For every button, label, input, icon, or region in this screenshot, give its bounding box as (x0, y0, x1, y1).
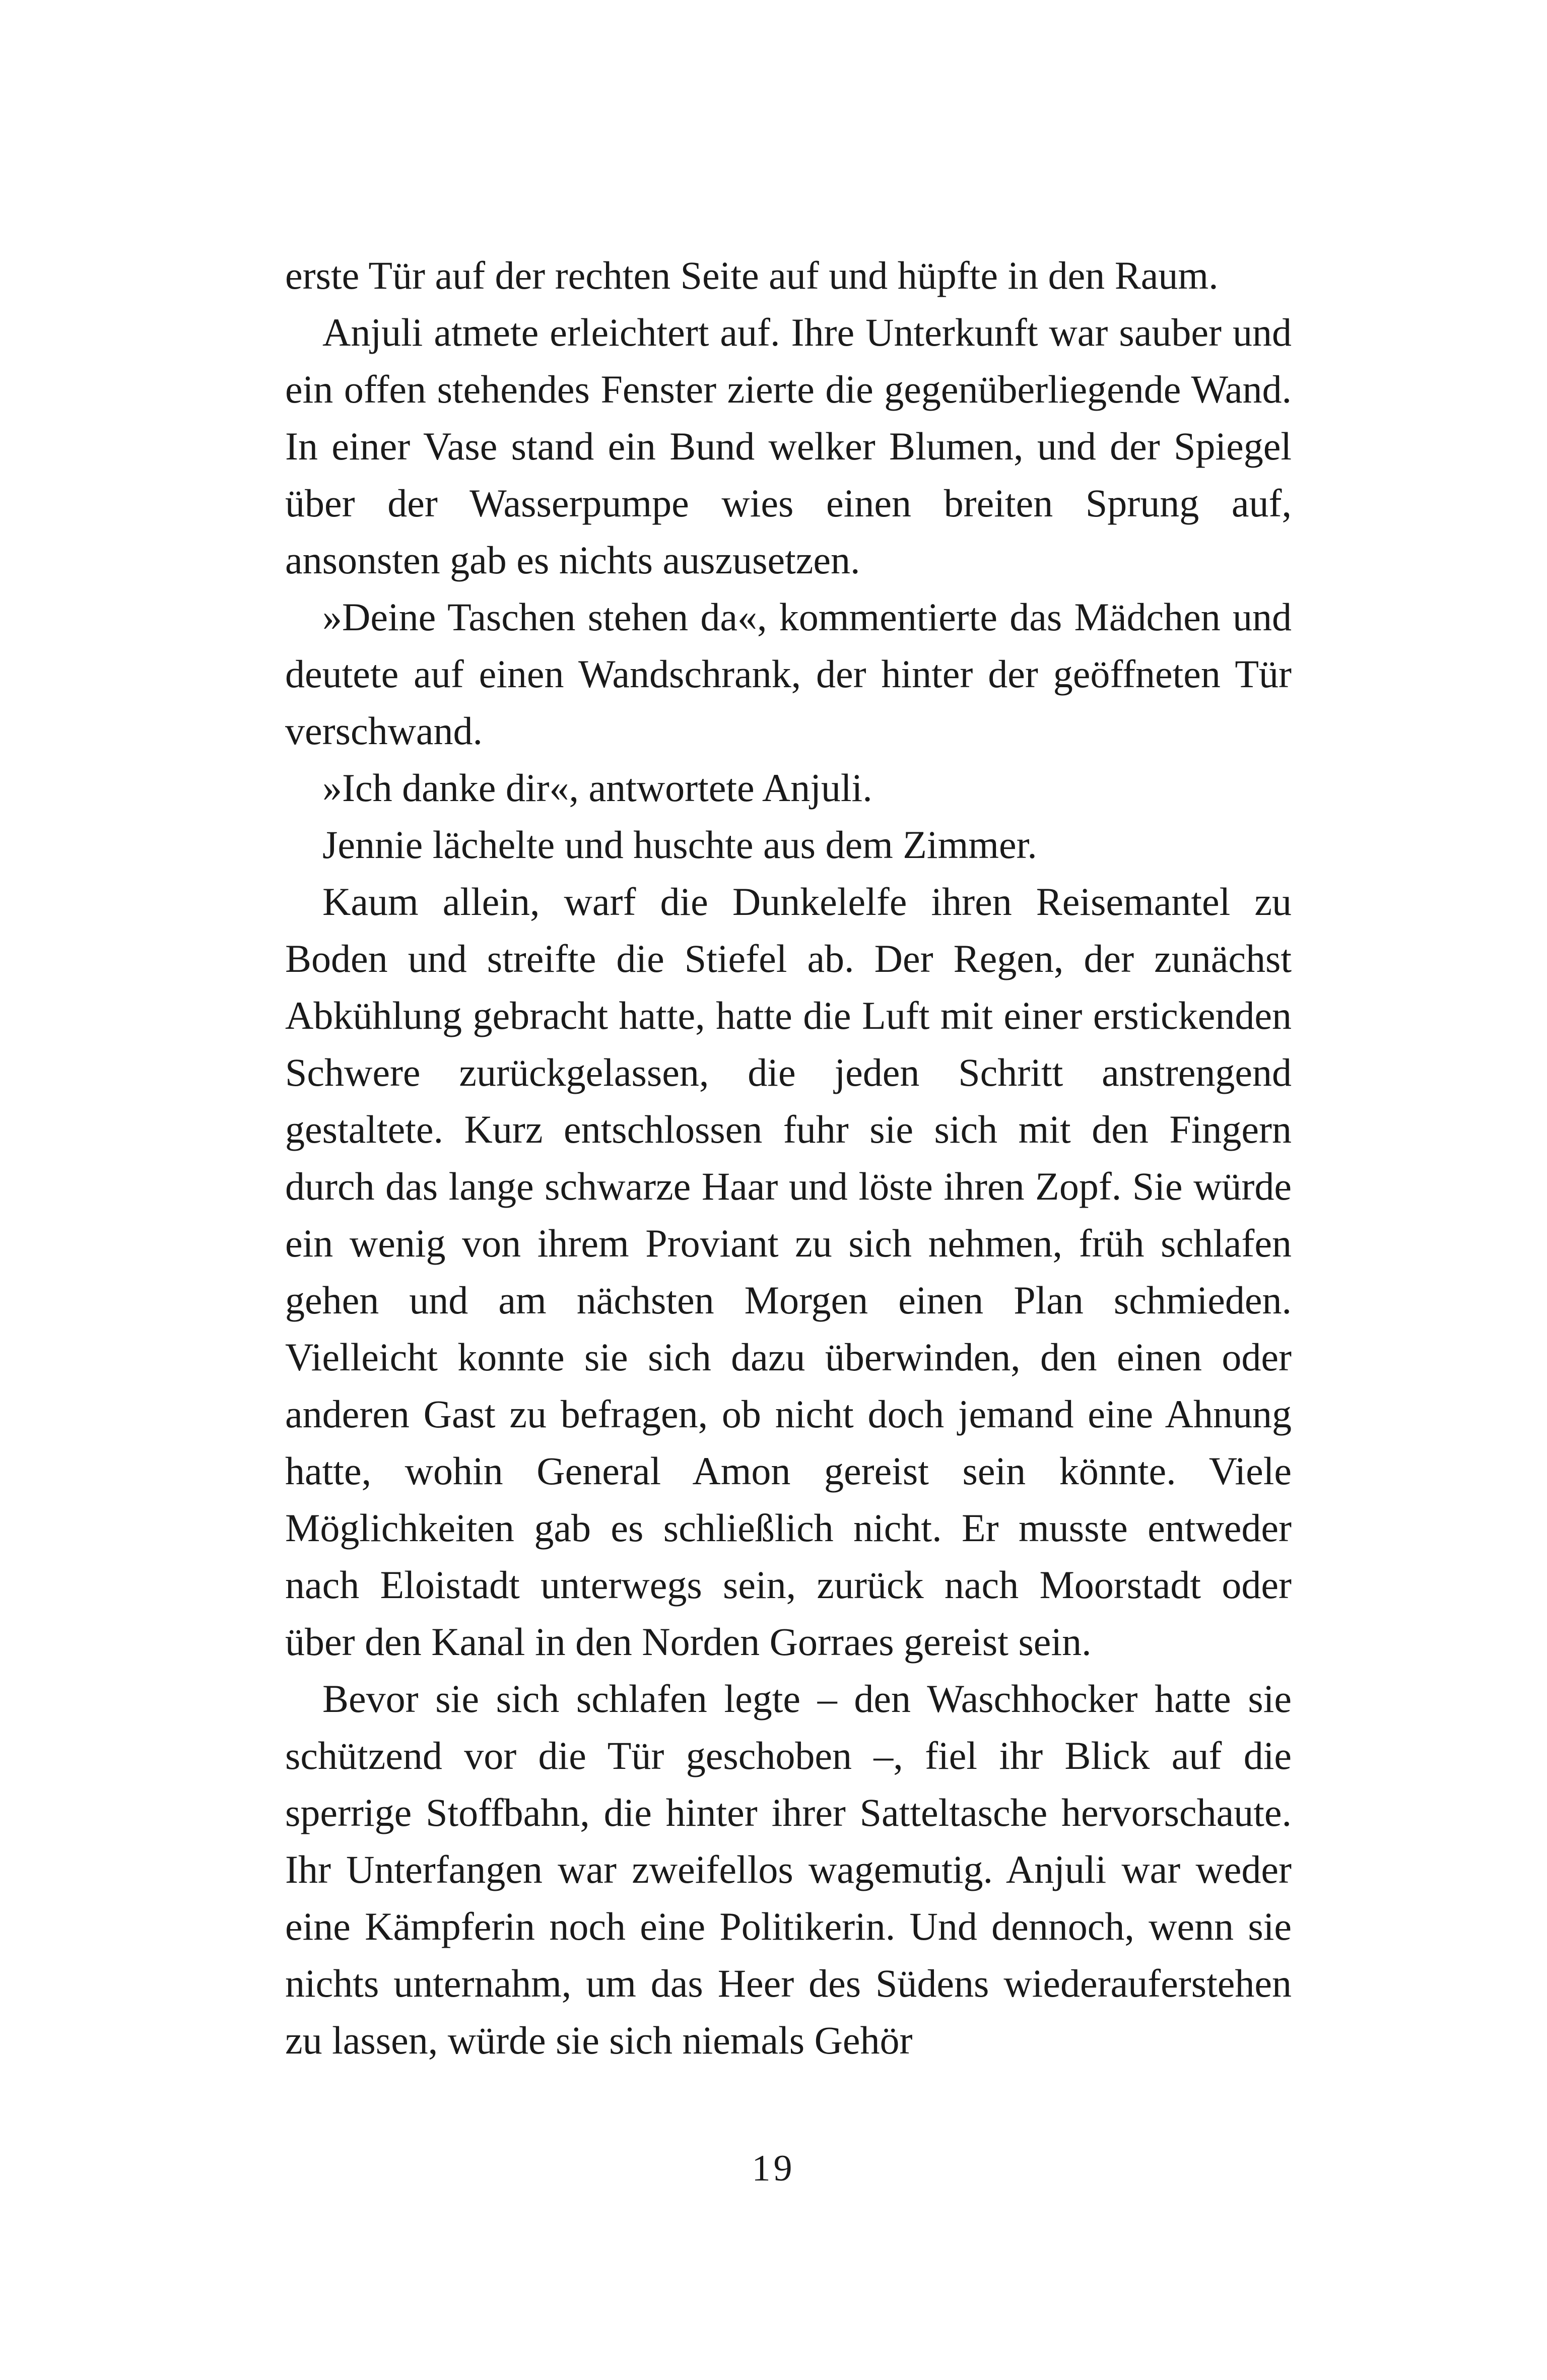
paragraph: Jennie lächelte und huschte aus dem Zimmer. (322, 823, 1037, 867)
page-number: 19 (752, 2148, 795, 2189)
paragraph-continued: erste Tür auf der rechten Seite auf und hüpfte in den Raum. (285, 253, 1219, 297)
body-text (285, 247, 1292, 2069)
paragraph-dialogue: »Deine Taschen stehen da«, kommentierte das Mädchen und deutete auf einen Wandschrank, der hinter der geöffneten Tür verschwand. (285, 595, 1292, 753)
paragraph: Kaum allein, warf die Dunkelelfe ihren Reisemantel zu Boden und streifte die Stiefel ab. Der Regen, der zunächst Abkühlung gebracht hatte, hatte die Luft mit einer erstickenden Schwere zurückgelassen, die jeden Schritt anstrengend gestaltete. Kurz entschlossen fuhr sie sich mit den Fingern durch das lange schwarze Haar und löste ihren Zopf. Sie würde ein wenig von ihrem Proviant zu sich nehmen, früh schlafen gehen und am nächsten Morgen einen Plan schmieden. Vielleicht konnte sie sich dazu überwinden, den einen oder anderen Gast zu befragen, ob nicht doch jemand eine Ahnung hatte, wohin General Amon gereist sein könnte. Viele Möglichkeiten gab es schließlich nicht. Er musste entweder nach Eloistadt unterwegs sein, zurück nach Moorstadt oder über den Kanal in den Norden Gorraes gereist sein. (285, 880, 1292, 1664)
paragraph-dialogue: »Ich danke dir«, antwortete Anjuli. (322, 766, 872, 810)
paragraph: Bevor sie sich schlafen legte – den Waschhocker hatte sie schützend vor die Tür geschoben –, fiel ihr Blick auf die sperrige Stoffbahn, die hinter ihrer Satteltasche hervorschaute. Ihr Unterfangen war zweifellos wagemutig. Anjuli war weder eine Kämpferin noch eine Politikerin. Und dennoch, wenn sie nichts unternahm, um das Heer des Südens wiederauferstehen zu lassen, würde sie sich niemals Gehör (285, 1677, 1292, 2062)
paragraph: Anjuli atmete erleichtert auf. Ihre Unterkunft war sauber und ein offen stehendes Fenster zierte die gegenüberliegende Wand. In einer Vase stand ein Bund welker Blumen, und der Spiegel über der Wasserpumpe wies einen breiten Sprung auf, ansonsten gab es nichts auszusetzen. (285, 310, 1292, 582)
